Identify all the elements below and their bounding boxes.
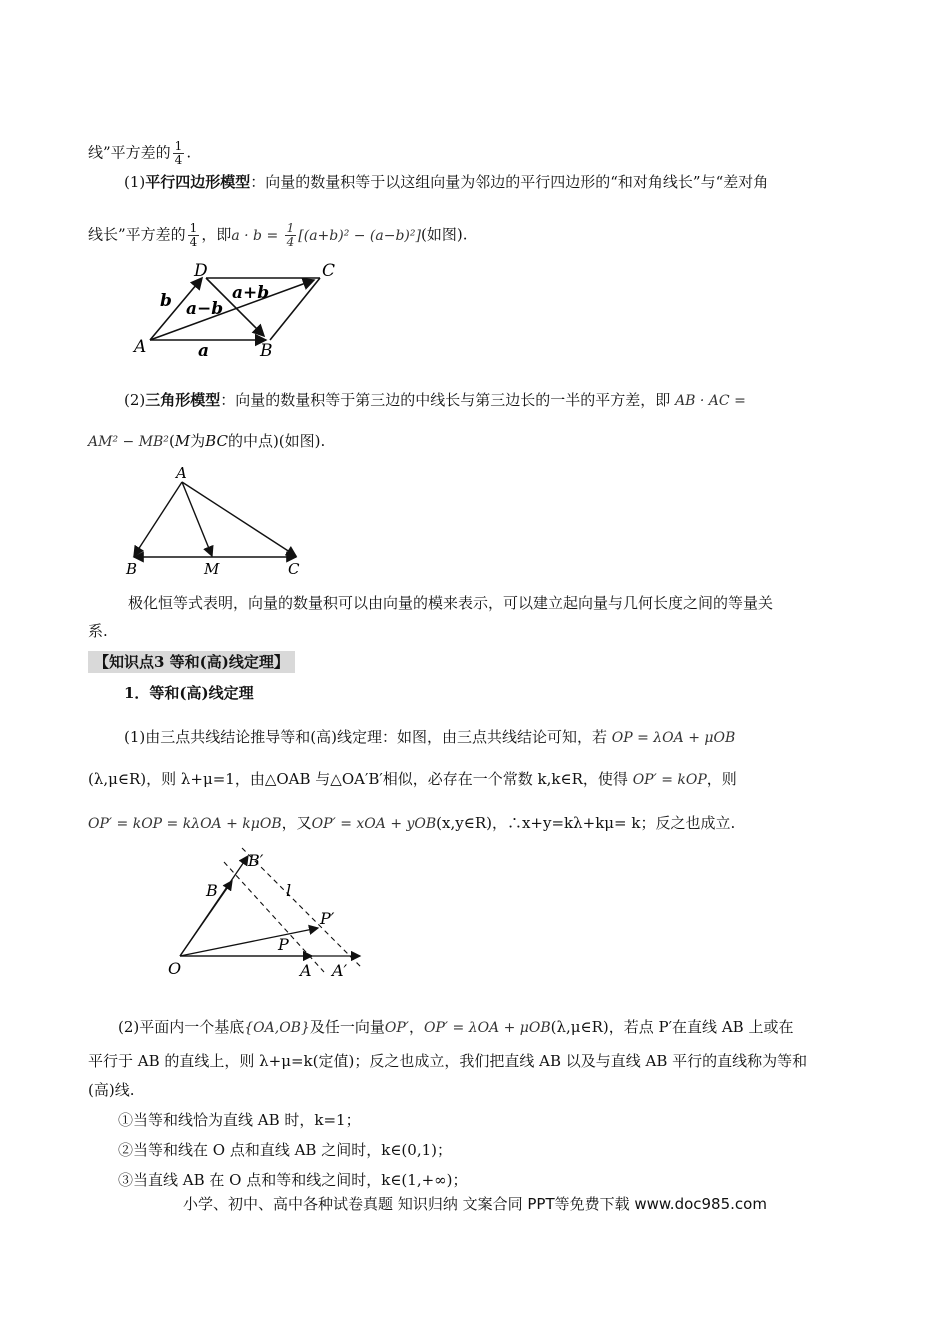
label-P: P bbox=[278, 935, 289, 954]
label-A: A bbox=[176, 464, 187, 482]
triangle-model-line2: AM² − MB²(M为BC的中点)(如图). bbox=[88, 432, 326, 450]
parallelogram-model-line2: 线长”平方差的 $\frac{1}{4}$ ，即a · b = $\frac{1}{4}$ [(a+b)² − (a−b)²](如图). bbox=[88, 221, 468, 249]
label-A: A bbox=[134, 337, 147, 357]
label-B: B bbox=[260, 341, 273, 360]
section-header: 【知识点3 等和(高)线定理】 bbox=[88, 651, 295, 673]
equal-sum-line2: (λ,μ∈R)，则 λ+μ=1，由△OAB 与△OA′B′相似，必存在一个常数 k,k∈R，使得 OP′ = kOP，则 bbox=[88, 770, 737, 788]
continuation-line: 线”平方差的 $\frac{1}{4}$ . bbox=[88, 139, 192, 167]
equal-sum-line3: OP′ = kOP = kλOA + kμOB，又OP′ = xOA + yOB(x,y∈R)，∴x+y=kλ+kμ= k；反之也成立. bbox=[88, 814, 736, 832]
list-item: ③当直线 AB 在 O 点和等和线之间时，k∈(1,+∞)； bbox=[118, 1171, 468, 1189]
formula-basis: {OA,OB} bbox=[244, 1020, 310, 1036]
label-sum: a+b bbox=[232, 283, 270, 303]
label-a: a bbox=[198, 341, 210, 360]
list-item: ①当等和线恰为直线 AB 时，k=1； bbox=[118, 1111, 361, 1129]
triangle-model-line1: (2)三角形模型：向量的数量积等于第三边的中线长与第三边长的一半的平方差，即 AB · AC = bbox=[124, 391, 746, 409]
label-B: B bbox=[206, 881, 218, 900]
label-B: B bbox=[126, 560, 138, 578]
fraction: $\frac{1}{4}$ bbox=[189, 221, 198, 249]
footer-ad: 小学、初中、高中各种试卷真题 知识归纳 文案合同 PPT等免费下载 www.doc985.com bbox=[183, 1195, 767, 1213]
polarization-note-line1: 极化恒等式表明，向量的数量积可以由向量的模来表示，可以建立起向量与几何长度之间的等量关 bbox=[128, 594, 774, 612]
polarization-note-line2: 系. bbox=[88, 622, 108, 640]
label-l: l bbox=[286, 881, 292, 900]
formula-ab-ac: AB · AC = bbox=[675, 393, 746, 409]
parallelogram-figure bbox=[128, 258, 348, 360]
equal-sum-figure bbox=[164, 846, 384, 982]
label-C: C bbox=[288, 560, 300, 578]
formula-decomposition: OP′ = λOA + μOB bbox=[423, 1020, 551, 1036]
label-A: A bbox=[300, 961, 312, 980]
list-item: ②当等和线在 O 点和直线 AB 之间时，k∈(0,1)； bbox=[118, 1141, 452, 1159]
label-D: D bbox=[194, 261, 208, 281]
basis-line2: 平行于 AB 的直线上，则 λ+μ=k(定值)；反之也成立，我们把直线 AB 以及与直线 AB 平行的直线称为等和 bbox=[88, 1052, 808, 1070]
polarization-formula: a · b = $\frac{1}{4}$ [(a+b)² − (a−b)²] bbox=[231, 221, 421, 249]
fraction: $\frac{1}{4}$ bbox=[174, 139, 183, 167]
formula-op: OP = λOA + μOB bbox=[611, 730, 736, 746]
label-P-prime: P′ bbox=[320, 909, 335, 928]
triangle-model-title: 三角形模型 bbox=[145, 391, 221, 409]
equal-sum-line1: (1)由三点共线结论推导等和(高)线定理：如图，由三点共线结论可知，若 OP = λOA + μOB bbox=[124, 728, 736, 746]
parallelogram-model-line1: (1)平行四边形模型：向量的数量积等于以这组向量为邻边的平行四边形的“和对角线长”与“差对角 bbox=[124, 173, 769, 191]
formula-op-prime-expanded: OP′ = kOP = kλOA + kμOB bbox=[88, 816, 282, 832]
label-diff: a−b bbox=[186, 299, 224, 319]
label-M: M bbox=[204, 560, 220, 578]
label-A-prime: A′ bbox=[332, 961, 348, 980]
formula-am-mb: AM² − MB² bbox=[88, 434, 169, 450]
formula-op-prime: OP′ = kOP bbox=[632, 772, 707, 788]
label-b: b bbox=[160, 291, 172, 311]
triangle-figure bbox=[120, 460, 320, 580]
basis-line1: (2)平面内一个基底{OA,OB}及任一向量OP′，OP′ = λOA + μOB(λ,μ∈R)，若点 P′在直线 AB 上或在 bbox=[118, 1018, 794, 1036]
parallelogram-model-title: 平行四边形模型 bbox=[145, 173, 251, 191]
formula-op-prime-xy: OP′ = xOA + yOB bbox=[311, 816, 437, 832]
label-B-prime: B′ bbox=[248, 851, 264, 870]
formula-any-vector: OP′ bbox=[384, 1020, 409, 1036]
subsection-title: 1．等和(高)线定理 bbox=[124, 684, 254, 702]
basis-line3: (高)线. bbox=[88, 1081, 135, 1099]
label-O: O bbox=[168, 959, 182, 978]
label-C: C bbox=[322, 261, 336, 281]
